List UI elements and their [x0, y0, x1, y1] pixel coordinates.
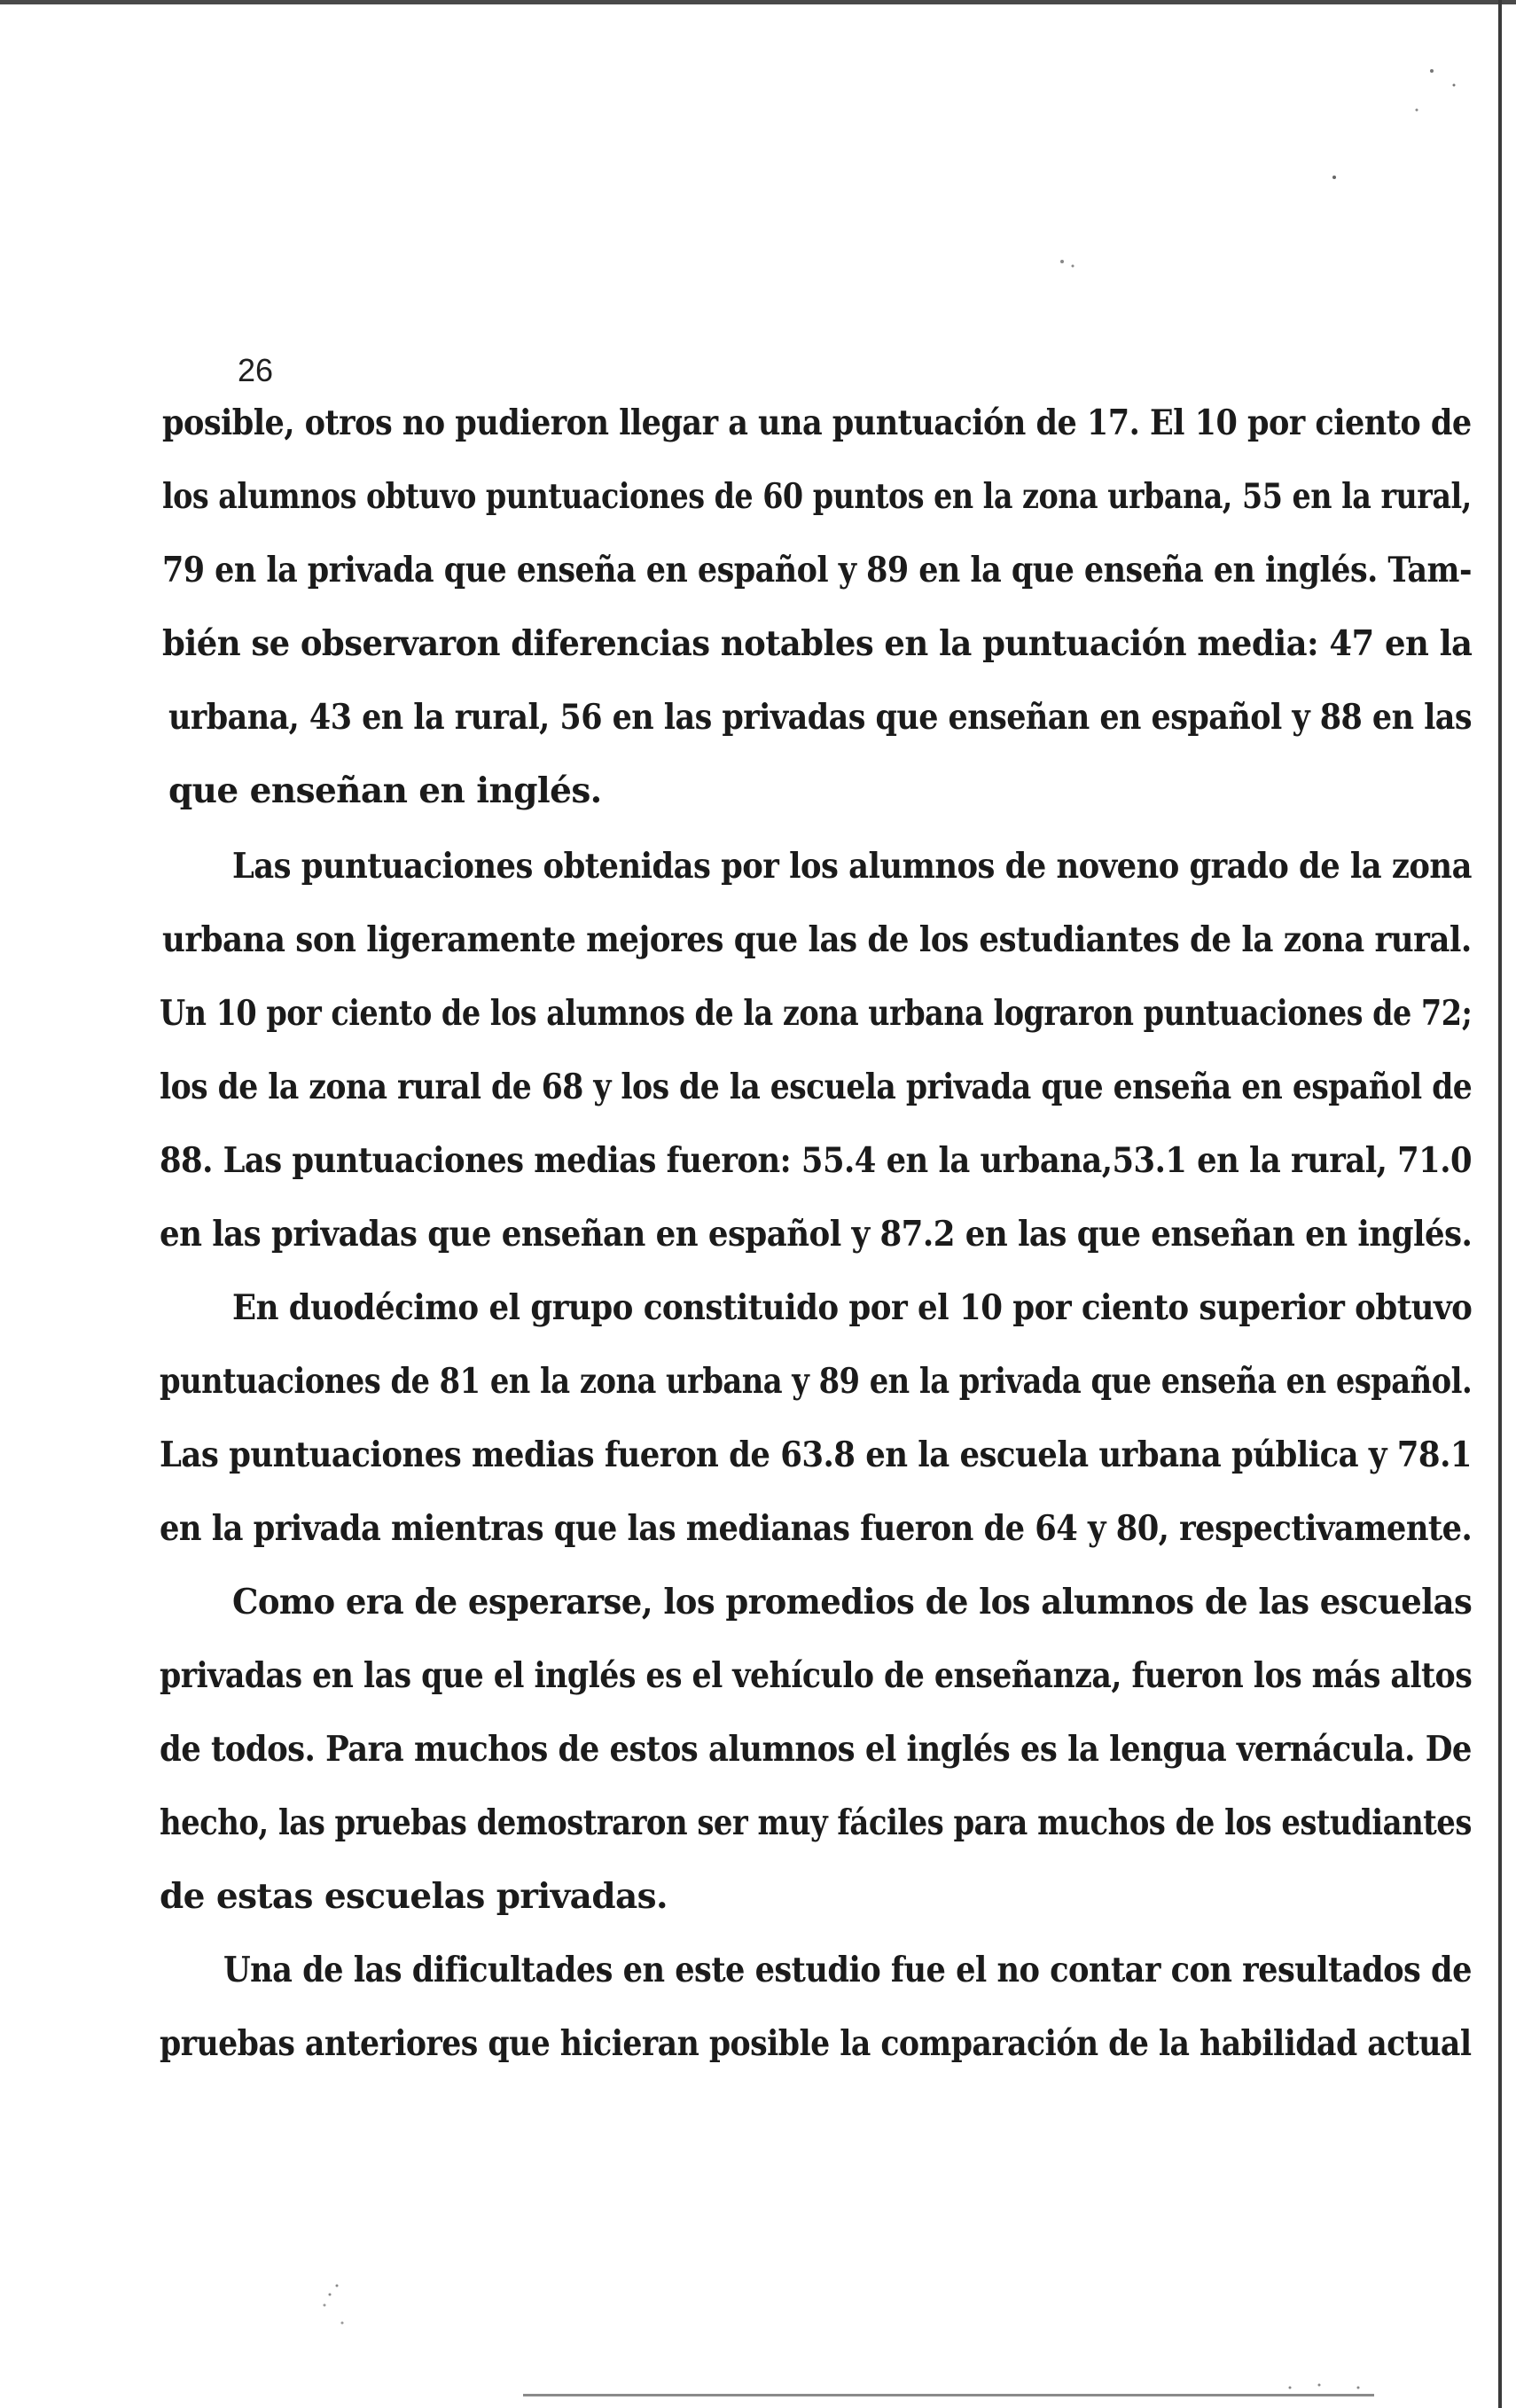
text-line: los de la zona rural de 68 y los de la escuela privada que enseña en español de — [160, 1067, 1473, 1107]
page-number: 26 — [238, 352, 274, 388]
text-line: 79 en la privada que enseña en español y 89 en la que enseña en inglés. Tam- — [162, 550, 1472, 590]
text-line: los alumnos obtuvo puntuaciones de 60 puntos en la zona urbana, 55 en la rural, — [162, 476, 1472, 517]
text-line: privadas en las que el inglés es el vehículo de enseñanza, fueron los más altos — [160, 1655, 1473, 1696]
text-line: Un 10 por ciento de los alumnos de la zona urbana lograron puntuaciones de 72; — [160, 993, 1473, 1034]
text-line: En duodécimo el grupo constituido por el 10 por ciento superior obtuvo — [232, 1287, 1473, 1328]
text-line: que enseñan en inglés. — [168, 770, 602, 811]
text-line: urbana, 43 en la rural, 56 en las privadas que enseñan en español y 88 en las — [168, 697, 1473, 738]
text-line: 88. Las puntuaciones medias fueron: 55.4 en la urbana,53.1 en la rural, 71.0 — [160, 1140, 1473, 1181]
text-line: en la privada mientras que las medianas fueron de 64 y 80, respectivamente. — [160, 1508, 1473, 1549]
text-line: pruebas anteriores que hicieran posible la comparación de la habilidad actual — [160, 2023, 1472, 2064]
text-line: Las puntuaciones medias fueron de 63.8 en la escuela urbana pública y 78.1 — [160, 1435, 1473, 1475]
text-line: de estas escuelas privadas. — [160, 1876, 668, 1917]
text-line: urbana son ligeramente mejores que las de los estudiantes de la zona rural. — [162, 919, 1472, 960]
text-line: hecho, las pruebas demostraron ser muy fáciles para muchos de los estudiantes — [160, 1802, 1472, 1843]
scan-border-top — [0, 0, 1516, 4]
text-line: Las puntuaciones obtenidas por los alumnos de noveno grado de la zona — [232, 846, 1472, 887]
text-line: posible, otros no pudieron llegar a una puntuación de 17. El 10 por ciento de — [162, 403, 1472, 443]
text-line: Una de las dificultades en este estudio fue el no contar con resultados de — [223, 1950, 1472, 1990]
text-line: de todos. Para muchos de estos alumnos el inglés es la lengua vernácula. De — [160, 1729, 1472, 1770]
scan-border-right — [1498, 0, 1502, 2408]
text-line: bién se observaron diferencias notables en la puntuación media: 47 en la — [162, 623, 1473, 664]
text-line: puntuaciones de 81 en la zona urbana y 89 en la privada que enseña en español. — [160, 1361, 1473, 1402]
text-line: en las privadas que enseñan en español y 87.2 en las que enseñan en inglés. — [160, 1214, 1473, 1255]
text-line: Como era de esperarse, los promedios de los alumnos de las escuelas — [232, 1582, 1473, 1622]
scan-border-bottom — [523, 2394, 1374, 2396]
